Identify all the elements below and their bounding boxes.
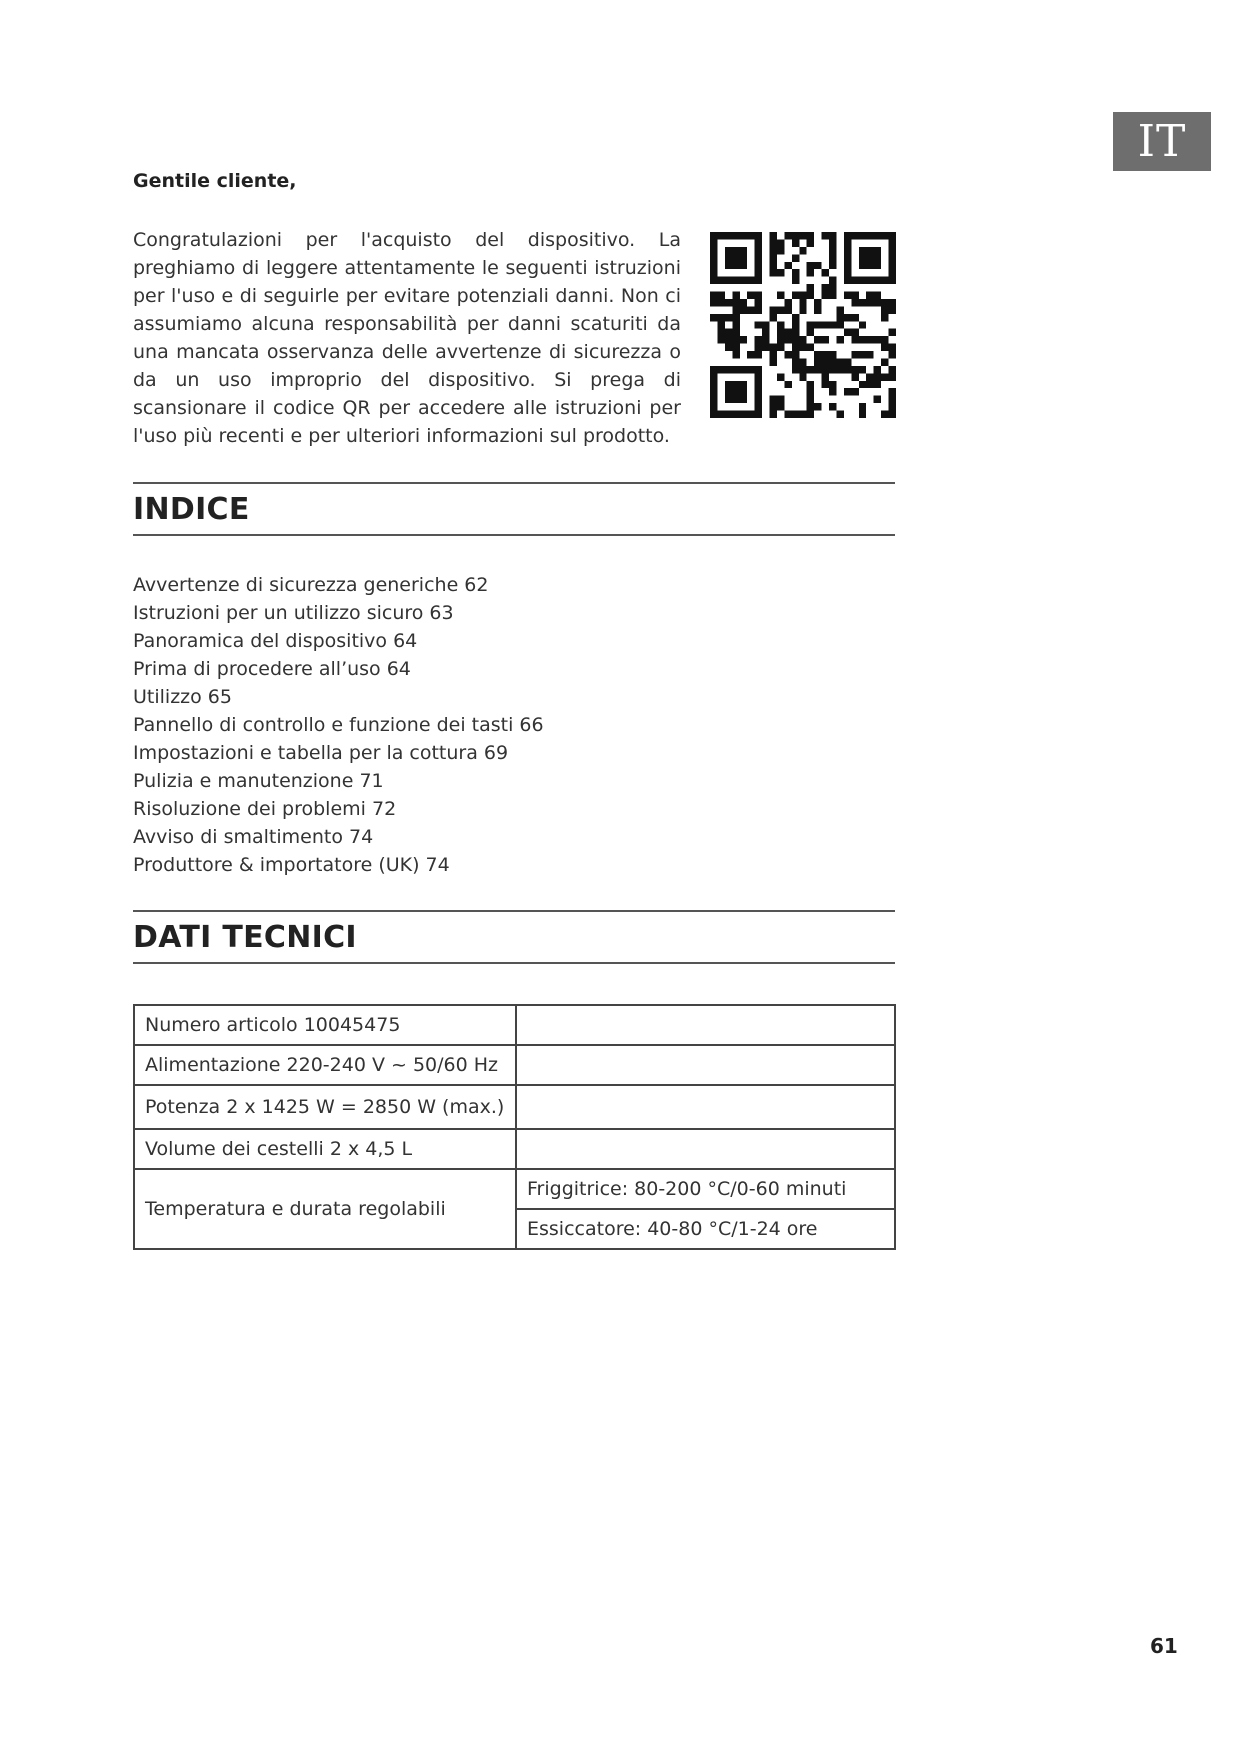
spec-value	[516, 1129, 895, 1169]
table-row	[134, 1169, 895, 1209]
intro-paragraph: Congratulazioni per l'acquisto del dispositivo. La preghiamo di leggere attentamente le seguenti istruzioni per l'uso e di seguirle per evitare potenziali danni. Non ci assumiamo alcuna responsabilità per danni scaturiti da una mancata osservanza delle avvertenze di sicurezza o da un uso improprio del dispositivo. Si prega di scansionare il codice QR per accedere alle istruzioni per l'uso più recenti e per ulteriori informazioni sul prodotto.	[133, 229, 681, 447]
language-tab: IT	[1113, 112, 1211, 171]
spec-label: Volume dei cestelli 2 x 4,5 L	[134, 1129, 516, 1169]
spec-value: Essiccatore: 40-80 °C/1-24 ore	[516, 1209, 895, 1249]
specs-title: DATI TECNICI	[133, 920, 357, 955]
toc-item[interactable]: Pulizia e manutenzione 71	[133, 770, 384, 792]
spec-label: Numero articolo 10045475	[134, 1005, 516, 1045]
toc-item[interactable]: Avviso di smaltimento 74	[133, 826, 374, 848]
spec-value	[516, 1085, 895, 1129]
toc-item[interactable]: Avvertenze di sicurezza generiche 62	[133, 574, 489, 596]
toc-item[interactable]: Istruzioni per un utilizzo sicuro 63	[133, 602, 454, 624]
toc-item[interactable]: Prima di procedere all’uso 64	[133, 658, 411, 680]
spec-label: Potenza 2 x 1425 W = 2850 W (max.)	[134, 1085, 516, 1129]
toc-item[interactable]: Pannello di controllo e funzione dei tasti 66	[133, 714, 544, 736]
table-row	[134, 1045, 895, 1085]
spec-label: Alimentazione 220-240 V ~ 50/60 Hz	[134, 1045, 516, 1085]
table-row	[134, 1129, 895, 1169]
toc-item[interactable]: Produttore & importatore (UK) 74	[133, 854, 450, 876]
spec-label: Temperatura e durata regolabili	[134, 1169, 516, 1249]
spec-value	[516, 1045, 895, 1085]
specs-bottom-rule	[133, 962, 895, 964]
toc-item[interactable]: Impostazioni e tabella per la cottura 69	[133, 742, 509, 764]
specs-top-rule	[133, 910, 895, 912]
qr-code-icon	[710, 232, 896, 418]
table-row	[134, 1005, 895, 1045]
spec-value: Friggitrice: 80-200 °C/0-60 minuti	[516, 1169, 895, 1209]
toc-item[interactable]: Utilizzo 65	[133, 686, 232, 708]
page-number: 61	[1150, 1634, 1178, 1658]
spec-value	[516, 1005, 895, 1045]
index-top-rule	[133, 482, 895, 484]
index-bottom-rule	[133, 534, 895, 536]
specs-table	[133, 1004, 896, 1250]
greeting: Gentile cliente,	[133, 170, 297, 192]
index-title: INDICE	[133, 492, 250, 527]
table-row	[134, 1085, 895, 1129]
toc-item[interactable]: Panoramica del dispositivo 64	[133, 630, 418, 652]
toc-item[interactable]: Risoluzione dei problemi 72	[133, 798, 397, 820]
table-of-contents	[133, 571, 544, 879]
